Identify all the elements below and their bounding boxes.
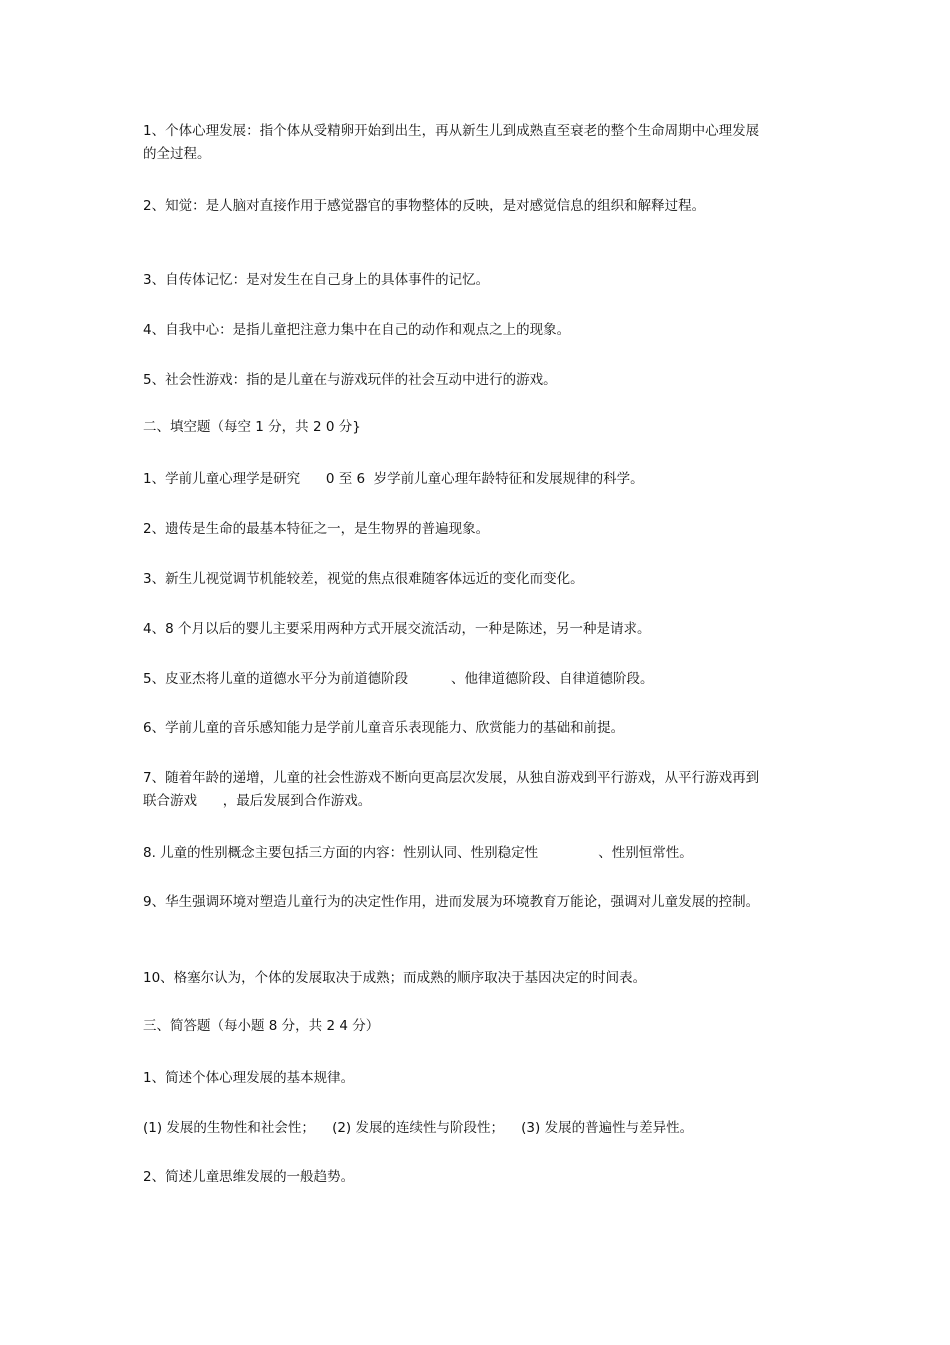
definition-individual-development: 1、个体心理发展：指个体从受精卵开始到出生，再从新生儿到成熟直至衰老的整个生命周期中心理发展的全过程。 — [143, 123, 760, 162]
fill-in-item-4: 4、8 个月以后的婴儿主要采用两种方式开展交流活动，一种是陈述，另一种是请求。 — [143, 621, 651, 637]
fill-in-item-5: 5、皮亚杰将儿童的道德水平分为前道德阶段 、他律道德阶段、自律道德阶段。 — [143, 671, 654, 687]
definition-perception: 2、知觉：是人脑对直接作用于感觉器官的事物整体的反映，是对感觉信息的组织和解释过程。 — [143, 198, 706, 214]
fill-in-item-1: 1、学前儿童心理学是研究 0 至 6 岁学前儿童心理年龄特征和发展规律的科学。 — [143, 471, 644, 487]
definition-egocentrism: 4、自我中心：是指儿童把注意力集中在自己的动作和观点之上的现象。 — [143, 322, 571, 338]
short-answer-question-2: 2、简述儿童思维发展的一般趋势。 — [143, 1169, 355, 1185]
fill-in-item-10: 10、格塞尔认为，个体的发展取决于成熟；而成熟的顺序取决于基因决定的时间表。 — [143, 970, 647, 986]
fill-in-item-7: 7、随着年龄的递增，儿童的社会性游戏不断向更高层次发展，从独自游戏到平行游戏，从平行游戏再到联合游戏 ，最后发展到合作游戏。 — [143, 770, 760, 809]
fill-in-item-6: 6、学前儿童的音乐感知能力是学前儿童音乐表现能力、欣赏能力的基础和前提。 — [143, 720, 625, 736]
fill-in-item-3: 3、新生儿视觉调节机能较差，视觉的焦点很难随客体远近的变化而变化。 — [143, 571, 584, 587]
fill-in-item-8: 8. 儿童的性别概念主要包括三方面的内容：性别认同、性别稳定性 、性别恒常性。 — [143, 845, 693, 861]
definition-social-play: 5、社会性游戏：指的是儿童在与游戏玩伴的社会互动中进行的游戏。 — [143, 372, 557, 388]
fill-in-item-9: 9、华生强调环境对塑造儿童行为的决定性作用，进而发展为环境教育万能论，强调对儿童发展的控制。 — [143, 894, 760, 910]
section-heading-short-answer: 三、简答题（每小题 8 分，共 2 4 分） — [143, 1018, 380, 1034]
fill-in-item-2: 2、遗传是生命的最基本特征之一，是生物界的普遍现象。 — [143, 521, 490, 537]
definition-autobiographical-memory: 3、自传体记忆：是对发生在自己身上的具体事件的记忆。 — [143, 272, 490, 288]
section-heading-fill-in: 二、填空题（每空 1 分，共 2 0 分} — [143, 419, 361, 435]
short-answer-question-1: 1、简述个体心理发展的基本规律。 — [143, 1070, 355, 1086]
short-answer-answer-1: (1) 发展的生物性和社会性； (2) 发展的连续性与阶段性； (3) 发展的普遍性与差异性。 — [143, 1120, 694, 1136]
